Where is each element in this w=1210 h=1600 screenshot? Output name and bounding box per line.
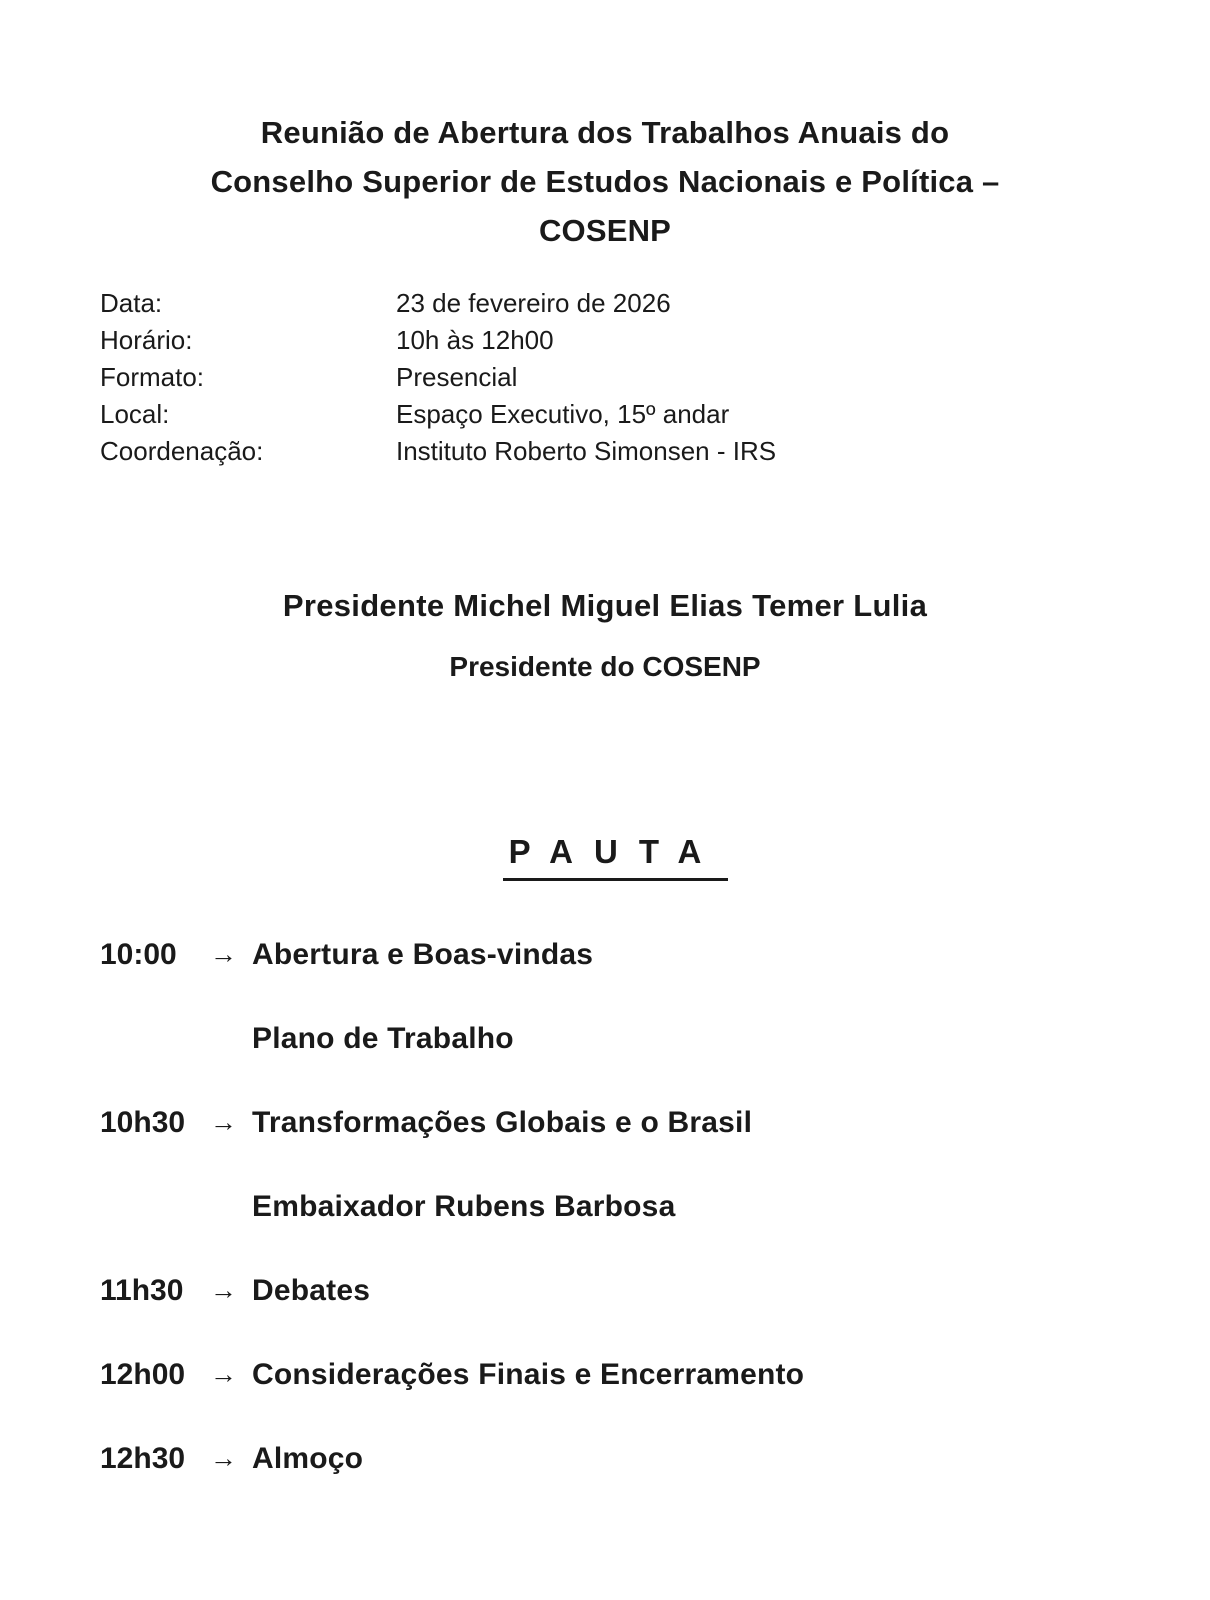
agenda-time: 10:00 xyxy=(100,938,177,971)
agenda-row-sub xyxy=(252,1189,1210,1225)
meta-value-location: Espaço Executivo, 15º andar xyxy=(396,399,730,429)
agenda-item-label: Transformações Globais e o Brasil xyxy=(252,1106,753,1139)
meta-row-location xyxy=(100,396,1210,433)
agenda-row xyxy=(100,1273,1210,1309)
meta-value-time: 10h às 12h00 xyxy=(396,325,554,355)
agenda-heading xyxy=(0,833,1210,881)
agenda-heading-text: PAUTA xyxy=(503,833,729,881)
agenda-time: 11h30 xyxy=(100,1274,184,1307)
meta-value-format: Presencial xyxy=(396,362,518,392)
agenda-item-label: Plano de Trabalho xyxy=(252,1022,514,1055)
agenda-item-label: Debates xyxy=(252,1274,371,1307)
meta-row-format xyxy=(100,359,1210,396)
meta-row-coordination xyxy=(100,433,1210,470)
title-line-2: Conselho Superior de Estudos Nacionais e Política – xyxy=(210,164,1000,199)
meta-row-date xyxy=(100,285,1210,322)
meta-value-date: 23 de fevereiro de 2026 xyxy=(396,288,671,318)
agenda-row xyxy=(100,1105,1210,1141)
meta-label-time: Horário: xyxy=(100,325,193,355)
speaker-role: Presidente do COSENP xyxy=(449,651,761,682)
meta-value-coordination: Instituto Roberto Simonsen - IRS xyxy=(396,436,777,466)
agenda-row-sub xyxy=(252,1021,1210,1057)
agenda-item-label: Abertura e Boas-vindas xyxy=(252,938,594,971)
agenda-time: 12h30 xyxy=(100,1442,186,1475)
arrow-icon: → xyxy=(210,1443,237,1473)
agenda-row xyxy=(100,1441,1210,1477)
agenda-time: 12h00 xyxy=(100,1358,186,1391)
speaker-name: Presidente Michel Miguel Elias Temer Lulia xyxy=(282,588,928,623)
meta-row-time xyxy=(100,322,1210,359)
arrow-icon: → xyxy=(210,1275,237,1305)
title-line-1: Reunião de Abertura dos Trabalhos Anuais do xyxy=(260,115,950,150)
agenda-item-label: Embaixador Rubens Barbosa xyxy=(252,1190,676,1223)
meta-label-coordination: Coordenação: xyxy=(100,436,264,466)
agenda-item-label: Almoço xyxy=(252,1442,364,1475)
arrow-icon: → xyxy=(210,939,237,969)
meta-label-format: Formato: xyxy=(100,362,205,392)
agenda-time: 10h30 xyxy=(100,1106,186,1139)
arrow-icon: → xyxy=(210,1359,237,1389)
agenda-item-label: Considerações Finais e Encerramento xyxy=(252,1358,805,1391)
agenda-row xyxy=(100,937,1210,973)
title-line-3: COSENP xyxy=(538,213,672,248)
meta-label-location: Local: xyxy=(100,399,170,429)
arrow-icon: → xyxy=(210,1107,237,1137)
agenda-list xyxy=(0,937,1210,1477)
document-title xyxy=(0,0,1210,255)
agenda-row xyxy=(100,1357,1210,1393)
meta-section xyxy=(0,285,1210,470)
meta-label-date: Data: xyxy=(100,288,163,318)
speaker-section xyxy=(0,588,1210,683)
